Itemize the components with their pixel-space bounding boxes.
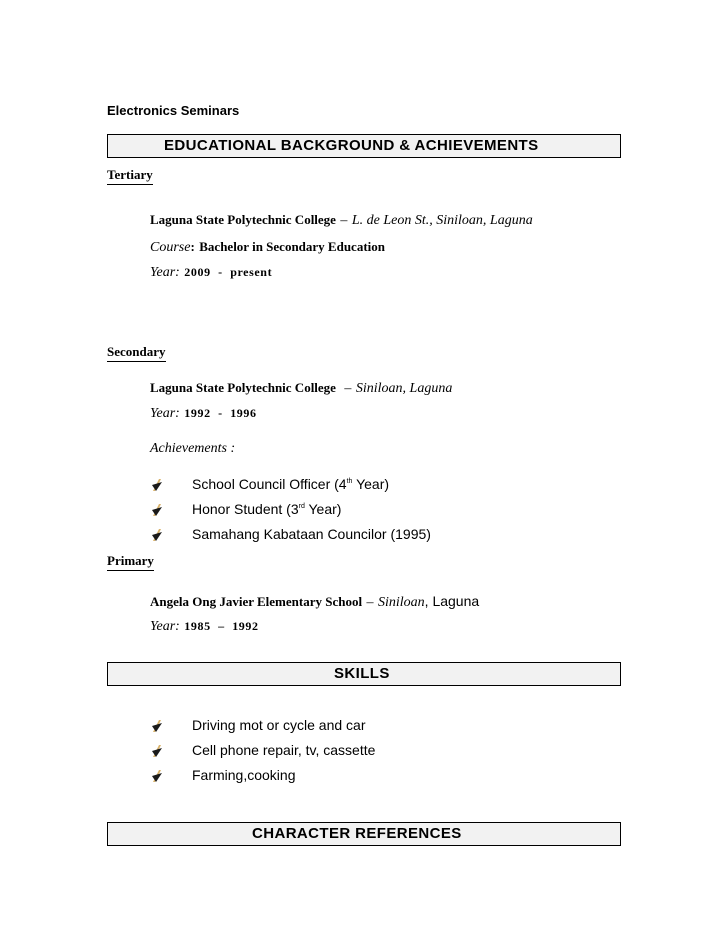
primary-location-rest: , Laguna bbox=[424, 593, 480, 609]
secondary-year-label: Year: bbox=[150, 406, 180, 421]
tertiary-course-colon: : bbox=[190, 239, 195, 254]
tertiary-year-line bbox=[150, 263, 272, 281]
secondary-dash: – bbox=[344, 381, 352, 396]
tertiary-year-label: Year: bbox=[150, 265, 180, 280]
secondary-year-line bbox=[150, 404, 257, 422]
education-heading-box bbox=[107, 134, 621, 158]
achievements-label: Achievements : bbox=[150, 441, 236, 456]
skills-heading: SKILLS bbox=[334, 665, 390, 682]
secondary-school: Laguna State Polytechnic College bbox=[150, 380, 336, 395]
primary-year-line bbox=[150, 617, 259, 635]
arrow-bullet-icon bbox=[150, 719, 164, 733]
arrow-bullet-icon bbox=[150, 528, 164, 542]
arrow-bullet-icon bbox=[150, 744, 164, 758]
skill-text: Farming,cooking bbox=[192, 767, 296, 783]
skill-text: Driving mot or cycle and car bbox=[192, 717, 366, 733]
achievement-text: School Council Officer (4th Year) bbox=[192, 476, 390, 492]
secondary-school-line bbox=[150, 379, 452, 397]
tertiary-year-start: 2009 bbox=[184, 265, 211, 279]
primary-dash: – bbox=[366, 595, 374, 610]
arrow-bullet-icon bbox=[150, 478, 164, 492]
secondary-location: Siniloan, Laguna bbox=[355, 381, 453, 396]
primary-year-sep: – bbox=[218, 619, 225, 633]
achievement-text: Honor Student (3rd Year) bbox=[192, 501, 342, 517]
primary-heading: Primary bbox=[107, 553, 154, 571]
tertiary-course-value: Bachelor in Secondary Education bbox=[199, 239, 386, 254]
tertiary-dash: – bbox=[340, 213, 348, 228]
education-heading: EDUCATIONAL BACKGROUND & ACHIEVEMENTS bbox=[164, 137, 539, 154]
skills-heading-box bbox=[107, 662, 621, 686]
skill-text: Cell phone repair, tv, cassette bbox=[192, 742, 376, 758]
references-heading: CHARACTER REFERENCES bbox=[252, 825, 462, 842]
primary-school-line bbox=[150, 593, 479, 611]
tertiary-school: Laguna State Polytechnic College bbox=[150, 212, 336, 227]
secondary-year-start: 1992 bbox=[184, 406, 211, 420]
arrow-bullet-icon bbox=[150, 769, 164, 783]
tertiary-year-sep: - bbox=[218, 265, 223, 279]
tertiary-heading: Tertiary bbox=[107, 167, 153, 185]
primary-year-start: 1985 bbox=[184, 619, 211, 633]
tertiary-course-line bbox=[150, 238, 385, 256]
tertiary-school-line bbox=[150, 211, 533, 229]
secondary-year-end: 1996 bbox=[230, 406, 257, 420]
primary-year-label: Year: bbox=[150, 619, 180, 634]
arrow-bullet-icon bbox=[150, 503, 164, 517]
primary-year-end: 1992 bbox=[232, 619, 259, 633]
references-heading-box bbox=[107, 822, 621, 846]
tertiary-location: L. de Leon St., Siniloan, Laguna bbox=[351, 213, 533, 228]
secondary-year-sep: - bbox=[218, 406, 223, 420]
primary-location-italic: Siniloan bbox=[378, 595, 425, 610]
achievement-text: Samahang Kabataan Councilor (1995) bbox=[192, 526, 431, 542]
primary-school: Angela Ong Javier Elementary School bbox=[150, 594, 363, 609]
tertiary-course-label: Course bbox=[150, 240, 191, 255]
tertiary-year-end: present bbox=[230, 265, 273, 279]
top-line: Electronics Seminars bbox=[107, 103, 240, 118]
secondary-heading: Secondary bbox=[107, 344, 166, 362]
